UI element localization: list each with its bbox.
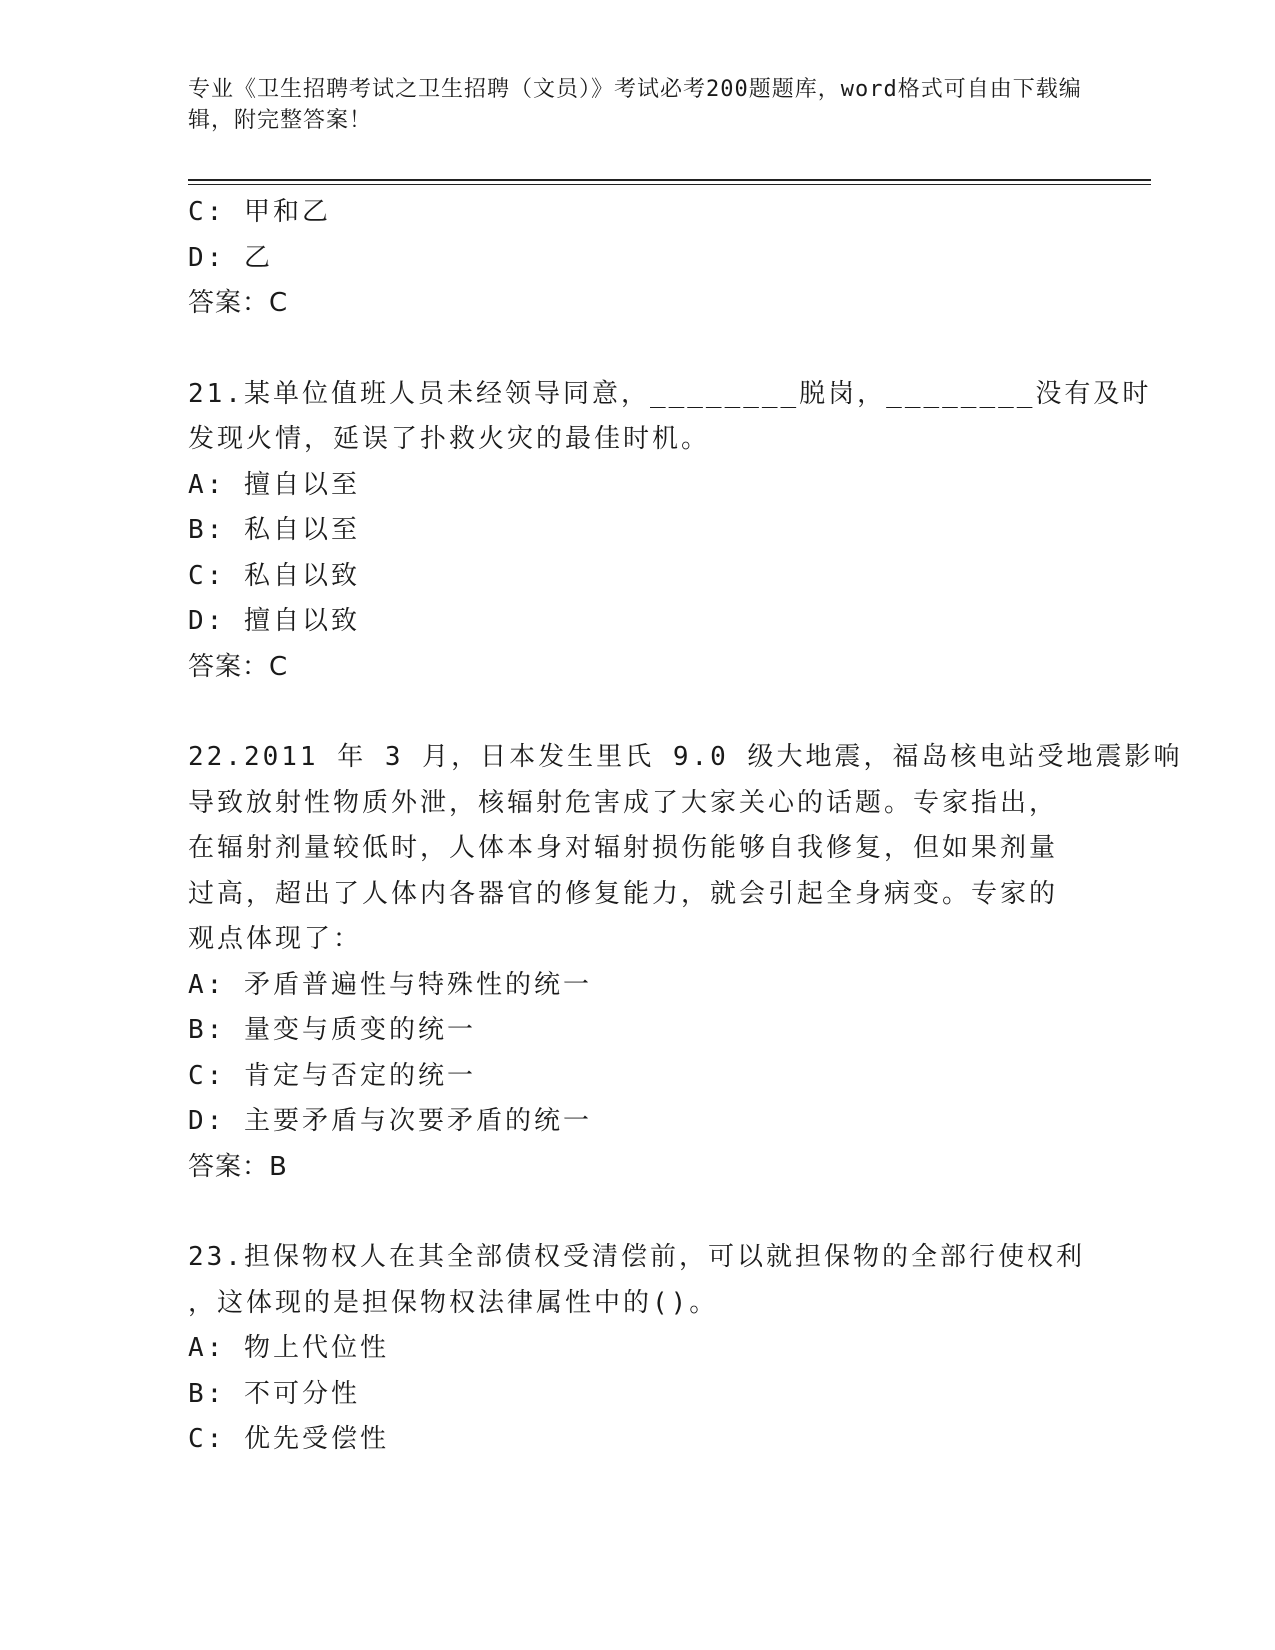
option-d: D: 主要矛盾与次要矛盾的统一 [188,1106,592,1136]
question-23 [188,1235,1088,1463]
option-c: C: 私自以致 [188,560,360,591]
question-21 [188,372,1152,691]
option-c: C: 优先受偿性 [188,1424,389,1454]
answer-line: 答案：C [188,288,289,318]
question-text-line: 发现火情，延误了扑救火灾的最佳时机。 [188,424,711,454]
option-d: D: 擅自以致 [188,606,360,636]
option-a: A: 矛盾普遍性与特殊性的统一 [188,969,592,1000]
question-text-line: 23.担保物权人在其全部债权受清偿前，可以就担保物的全部行使权利 [188,1242,1085,1272]
header-divider-thin [188,184,1151,185]
option-d: D: 乙 [188,242,273,273]
question-text-line: 21.某单位值班人员未经领导同意，________脱岗，________没有及时 [188,378,1152,409]
spacer [188,327,1088,372]
option-b: B: 不可分性 [188,1378,360,1409]
option-c: C: 肯定与否定的统一 [188,1060,476,1091]
header-title: 专业《卫生招聘考试之卫生招聘（文员）》考试必考200题题库，word格式可自由下载编辑，附完整答案！ [188,77,1082,133]
answer-line: 答案：B [188,1151,288,1182]
question-text-line: 22.2011 年 3 月，日本发生里氏 9.0 级大地震，福岛核电站受地震影响 [188,742,1183,772]
question-text-line: 过高，超出了人体内各器官的修复能力，就会引起全身病变。专家的 [188,878,1059,909]
answer-line: 答案：C [188,651,289,682]
question-22 [188,735,1183,1190]
document-body [188,190,1183,1463]
option-c: C: 甲和乙 [188,197,331,227]
spacer [188,1190,1088,1235]
option-a: A: 擅自以至 [188,469,360,500]
option-b: B: 量变与质变的统一 [188,1015,476,1045]
question-text-line: ，这体现的是担保物权法律属性中的()。 [188,1287,719,1318]
spacer [188,690,1088,735]
question-text-line: 导致放射性物质外泄，核辐射危害成了大家关心的话题。专家指出， [188,787,1059,818]
question-text-line: 观点体现了： [188,924,363,954]
option-a: A: 物上代位性 [188,1333,389,1363]
question-text-line: 在辐射剂量较低时，人体本身对辐射损伤能够自我修复，但如果剂量 [188,833,1059,863]
header-divider-thick [188,179,1151,181]
option-b: B: 私自以至 [188,515,360,545]
previous-question-tail [188,190,1088,327]
document-header [188,74,1088,136]
